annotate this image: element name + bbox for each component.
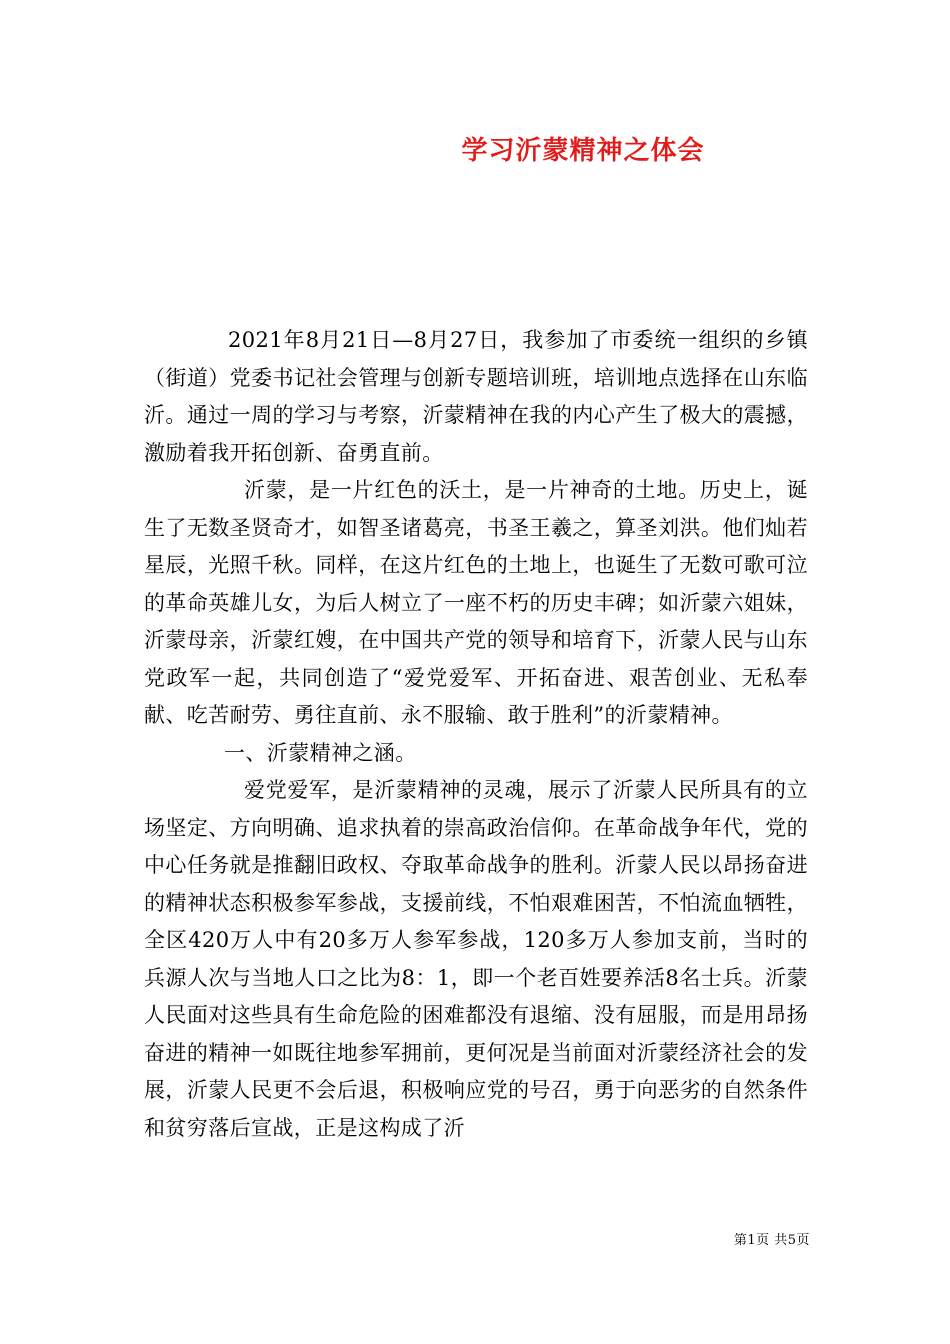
page-number-footer: 第1页 共5页 [733,1233,810,1248]
paragraph-yimeng-land: 沂蒙，是一片红色的沃土，是一片神奇的土地。历史上，诞生了无数圣贤奇才，如智圣诸葛亮，书圣王羲之，算圣刘洪。他们灿若星辰，光照千秋。同样，在这片红色的土地上，也诞生了无数可歌可泣的革命英雄儿女，为后人树立了一座不朽的历史丰碑；如沂蒙六姐妹，沂蒙母亲，沂蒙红嫂，在中国共产党的领导和培育下，沂蒙人民与山东党政军一起，共同创造了“爱党爱军、开拓奋进、艰苦创业、无私奉献、吃苦耐劳、勇往直前、永不服输、敢于胜利”的沂蒙精神。 [144,478,808,727]
document-body [144,322,808,1147]
paragraph-love-party-army: 爱党爱军，是沂蒙精神的灵魂，展示了沂蒙人民所具有的立场坚定、方向明确、追求执着的崇高政治信仰。在革命战争年代，党的中心任务就是推翻旧政权、夺取革命战争的胜利。沂蒙人民以昂扬奋进的精神状态积极参军参战，支援前线，不怕艰难困苦，不怕流血牺牲，全区420万人中有20多万人参军参战，120多万人参加支前，当时的兵源人次与当地人口之比为8：1，即一个老百姓要养活8名士兵。沂蒙人民面对这些具有生命危险的困难都没有退缩、没有屈服，而是用昂扬奋进的精神一如既往地参军拥前，更何况是当前面对沂蒙经济社会的发展，沂蒙人民更不会后退，积极响应党的号召，勇于向恶劣的自然条件和贫穷落后宣战，正是这构成了沂 [144,778,808,1140]
document-title [0,132,950,170]
section-heading-connotation: 一、沂蒙精神之涵。 [224,740,417,765]
paragraph-intro: 2021年8月21日—8月27日，我参加了市委统一组织的乡镇（街道）党委书记社会管理与创新专题培训班，培训地点选择在山东临沂。通过一周的学习与考察，沂蒙精神在我的内心产生了极大的震撼，激励着我开拓创新、奋勇直前。 [144,328,808,465]
document-title-text: 学习沂蒙精神之体会 [461,136,705,166]
